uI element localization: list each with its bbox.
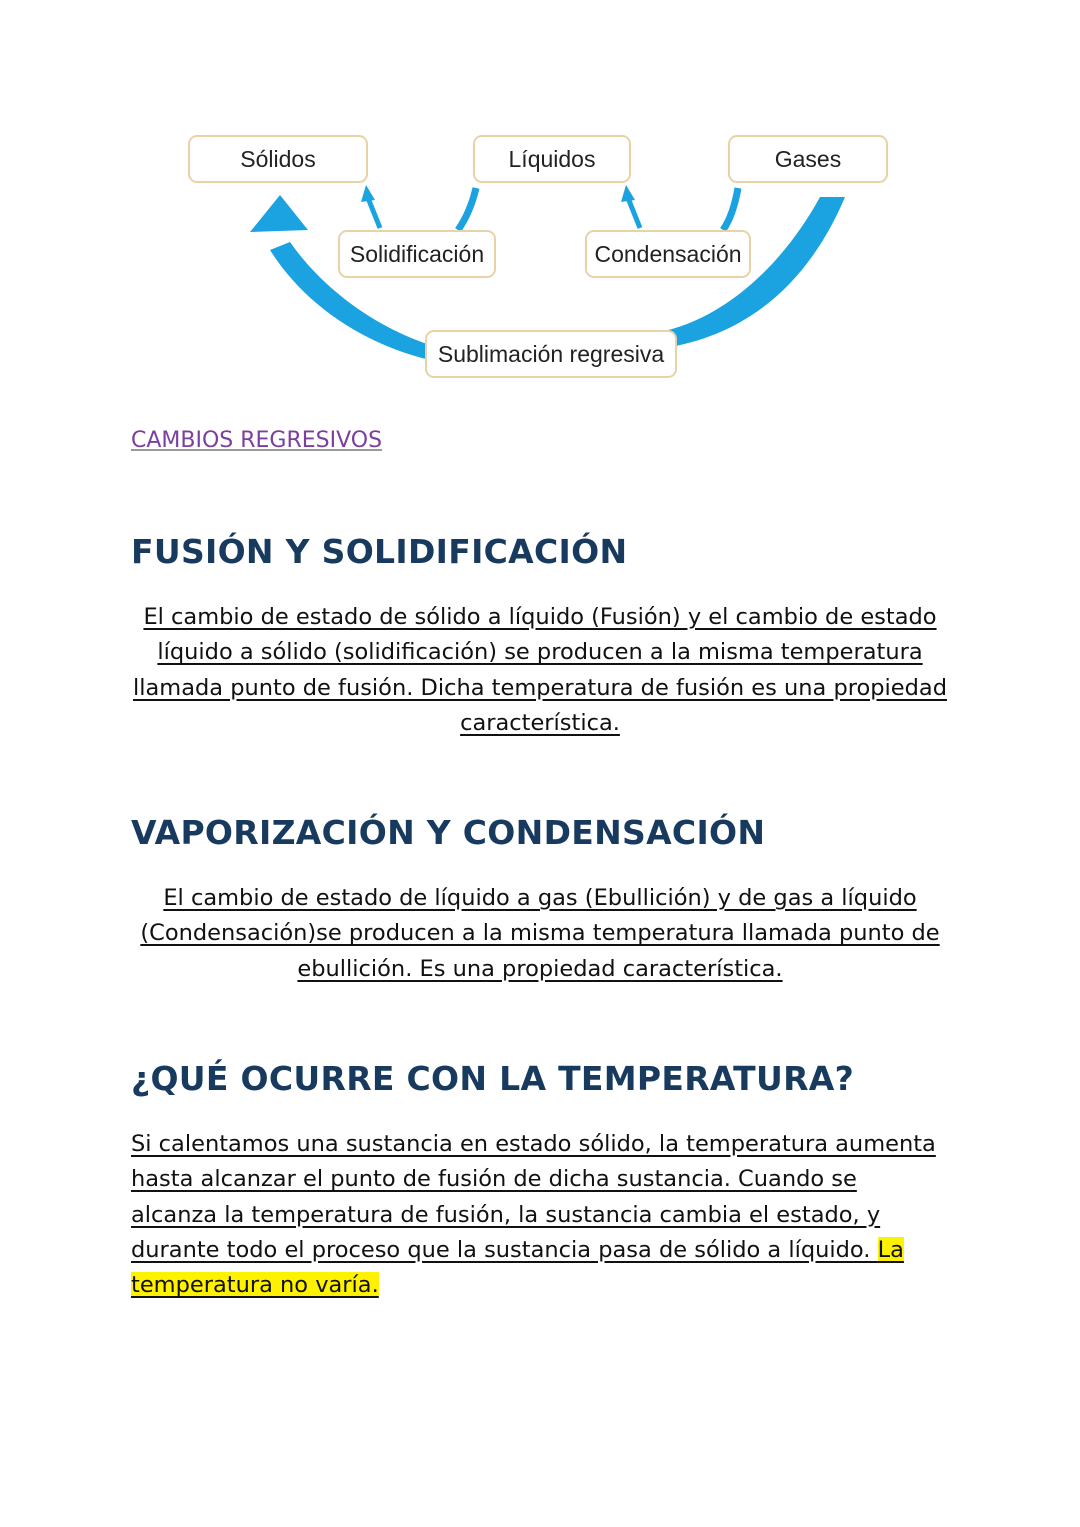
node-gases: Gases bbox=[728, 135, 888, 183]
text-line: ebullición. Es una propiedad característica. bbox=[297, 955, 783, 982]
highlighted-text: La bbox=[877, 1236, 904, 1263]
text-line: Si calentamos una sustancia en estado sólido, la temperatura aumenta bbox=[131, 1131, 936, 1157]
text-line: líquido a sólido (solidificación) se producen a la misma temperatura bbox=[157, 639, 923, 666]
heading-temperatura: ¿QUÉ OCURRE CON LA TEMPERATURA? bbox=[131, 1059, 855, 1098]
text-line: El cambio de estado de sólido a líquido (Fusión) y el cambio de estado bbox=[143, 604, 937, 630]
arrowhead-solidification bbox=[361, 185, 375, 202]
arrowhead-solidos bbox=[250, 195, 308, 232]
node-solidos: Sólidos bbox=[188, 135, 368, 183]
liquid-line bbox=[458, 188, 476, 230]
cambios-regresivos-link[interactable]: CAMBIOS REGRESIVOS bbox=[131, 428, 383, 453]
gas-line bbox=[723, 188, 738, 230]
text-line: (Condensación)se producen a la misma temperatura llamada punto de bbox=[140, 920, 940, 947]
node-liquidos: Líquidos bbox=[473, 135, 631, 183]
state-change-diagram bbox=[180, 120, 900, 390]
node-condensacion: Condensación bbox=[585, 230, 751, 278]
heading-vaporizacion: VAPORIZACIÓN Y CONDENSACIÓN bbox=[131, 813, 766, 852]
paragraph-temperatura bbox=[131, 1127, 971, 1303]
node-sublimacion: Sublimación regresiva bbox=[425, 330, 677, 378]
highlighted-text: temperatura no varía. bbox=[131, 1272, 379, 1299]
text-line: alcanza la temperatura de fusión, la sustancia cambia el estado, y bbox=[131, 1201, 881, 1228]
text-line: característica. bbox=[460, 709, 620, 736]
text-line: hasta alcanzar el punto de fusión de dicha sustancia. Cuando se bbox=[131, 1166, 857, 1193]
heading-fusion: FUSIÓN Y SOLIDIFICACIÓN bbox=[131, 532, 628, 571]
text-line: durante todo el proceso que la sustancia pasa de sólido a líquido. bbox=[131, 1236, 878, 1263]
node-solidificacion: Solidificación bbox=[338, 230, 496, 278]
condensation-arrow bbox=[628, 198, 640, 228]
arrowhead-condensation bbox=[621, 185, 635, 202]
text-line: llamada punto de fusión. Dicha temperatura de fusión es una propiedad bbox=[132, 674, 947, 701]
paragraph-vaporizacion bbox=[120, 881, 960, 987]
solidification-arrow bbox=[368, 198, 380, 228]
text-line: El cambio de estado de líquido a gas (Ebullición) y de gas a líquido bbox=[163, 885, 917, 911]
paragraph-fusion bbox=[120, 600, 960, 741]
